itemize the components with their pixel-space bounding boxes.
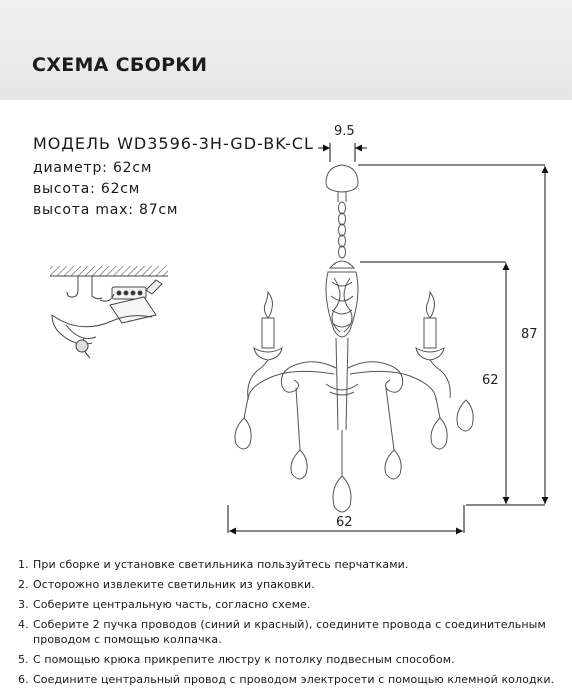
model-name: МОДЕЛЬ WD3596-3H-GD-BK-CL bbox=[33, 134, 314, 153]
list-item: 6. Соедините центральный провод с проводом электросети с помощью клемной колодки. bbox=[18, 673, 555, 686]
chain bbox=[339, 202, 346, 258]
wiring-diagram-icon bbox=[50, 266, 168, 358]
dim-body-height: 62 bbox=[482, 373, 499, 388]
page-title: СХЕМА СБОРКИ bbox=[32, 54, 208, 76]
spec-height: высота: 62см bbox=[33, 181, 141, 197]
spec-height-max: высота max: 87см bbox=[33, 202, 179, 218]
dim-top-width: 9.5 bbox=[334, 124, 355, 139]
list-item: 3. Соберите центральную часть, согласно схеме. bbox=[18, 598, 311, 611]
dim-total-height: 87 bbox=[521, 327, 538, 342]
chandelier-outline bbox=[235, 165, 473, 512]
crystal-drops bbox=[235, 400, 473, 512]
dim-diameter: 62 bbox=[336, 515, 353, 530]
bead-strands bbox=[244, 388, 440, 476]
list-item: 2. Осторожно извлеките светильник из упаковки. bbox=[18, 578, 315, 591]
spec-diameter: диаметр: 62см bbox=[33, 160, 153, 176]
assembly-steps bbox=[18, 557, 563, 692]
list-item: 5. С помощью крюка прикрепите люстру к потолку подвесным способом. bbox=[18, 653, 455, 666]
list-item: 4. Соберите 2 пучка проводов (синий и красный), соедините провода с соединительным проводом с помощью колпачка. bbox=[18, 618, 546, 646]
list-item: 1. При сборке и установке светильника пользуйтесь перчатками. bbox=[18, 558, 409, 571]
